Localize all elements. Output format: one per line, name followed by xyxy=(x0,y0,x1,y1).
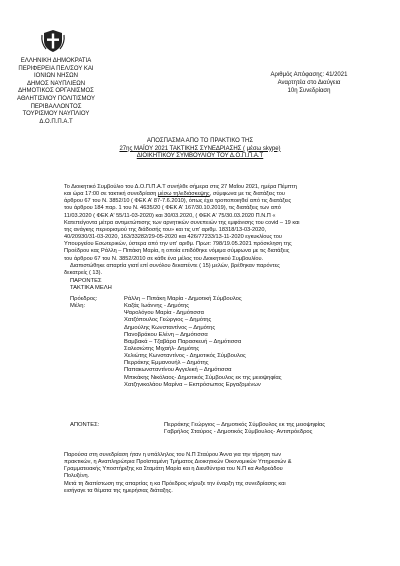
body-line: Το Διοικητικό Συμβούλιο του Δ.Ο.Π.Π.Α.Τ συνήλθε σήμερα στις 27 Μαΐου 2021, ημέρα Πέμπτη xyxy=(64,184,297,190)
decision-number: Αριθμός Απόφασης: 41/2021 xyxy=(270,72,348,78)
member-name: Σαλεσιώτης Μιχαήλ- Δημότης xyxy=(124,345,200,352)
member-name: Δημούλης Κωνσταντίνος – Δημότης xyxy=(124,324,216,331)
intro-paragraph xyxy=(64,184,364,277)
list-item xyxy=(70,317,370,324)
absent-name: Περράκης Γεώργιος – Δημοτικός Σύμβουλος εκ της μειοψηφίας xyxy=(164,422,326,428)
member-name: Βαμβακά – Τζαβάρα Παρασκευή – Δημότισσα xyxy=(124,338,242,345)
list-item xyxy=(70,382,370,389)
present-title: ΠΑΡΟΝΤΕΣ xyxy=(70,278,102,284)
body-line: Κατεπείγοντα μέτρα αντιμετώπισης των αρνητικών συνεπειών της εμφάνισης του covid – 19 και xyxy=(64,219,300,226)
body-line: Προέδρου κας Ράλλη – Πιπάκη Μαρία, η οποία επιδόθηκε νόμιμα σύμφωνα με τις διατάξεις xyxy=(64,248,290,255)
list-item xyxy=(70,367,370,374)
body-line: Διαπιστώθηκε απαρτία γιατί επί συνόλου δεκαπέντε ( 15) μελών, βρέθηκαν παρόντες xyxy=(70,262,280,269)
president-label: Πρόεδρος: xyxy=(70,296,98,302)
issuer-line: ΠΕΡΙΒΑΛΛΟΝΤΟΣ xyxy=(30,103,82,110)
list-item xyxy=(70,429,370,436)
regular-members-title: ΤΑΚΤΙΚΑ ΜΕΛΗ xyxy=(70,285,112,292)
list-item xyxy=(70,310,370,317)
document-title xyxy=(0,138,400,161)
body-line: άρθρου 67 του Ν. 3852/10 ( ΦΕΚ Α' 87-7.6.2010), όπως έχει τροποποιηθεί από τις διατάξεις xyxy=(64,198,292,205)
session-number: 10η Συνεδρίαση xyxy=(287,88,331,95)
body-line: Γραμματειακής Υποστήριξης κα Σταμάτη Μαρία και η Διευθύντρια του Ν.Π κα Ανδρεάδου xyxy=(64,466,283,473)
title-line: ΑΠΟΣΠΑΣΜΑ ΑΠΟ ΤΟ ΠΡΑΚΤΙΚΟ ΤΗΣ xyxy=(146,138,254,144)
president-name: Ράλλη – Πιπάκη Μαρία - Δημοτική Σύμβουλος xyxy=(124,296,242,302)
issuer-line: ΕΛΛΗΝΙΚΗ ΔΗΜΟΚΡΑΤΙΑ xyxy=(20,58,92,64)
list-item xyxy=(70,353,370,360)
diavgeia-note: Αναρτητέα στο Διαύγεια xyxy=(277,80,341,87)
absent-members-list xyxy=(70,422,370,436)
body-line: του άρθρου 67 του Ν. 3852/2010 σε κάθε ένα μέλος του Διοικητικού Συμβουλίου. xyxy=(64,255,264,262)
member-name: Χατζηνικολάου Μαρίνα – Εκπρόσωπος Εργαζομένων xyxy=(124,381,261,388)
list-item xyxy=(70,332,370,339)
member-name: Περράκης Εμμανουήλ – Δημότης xyxy=(124,360,209,367)
list-item xyxy=(70,325,370,332)
body-line: Παρούσα στη συνεδρίαση ήταν η υπάλληλος του Ν.Π Σταύρου Άννα για την τήρηση των xyxy=(64,452,282,458)
member-name: Μπικάκης Νικόλαος- Δημοτικός Σύμβουλος εκ της μειοψηφίας xyxy=(124,374,282,381)
absent-name: Γαβρήλος Σταύρος - Δημοτικός Σύμβουλος- Αντιπρόεδρος xyxy=(164,429,313,436)
title-line: 27ης ΜΑΪΟΥ 2021 ΤΑΚΤΙΚΗΣ ΣΥΝΕΔΡΙΑΣΗΣ ( μέσω skype) xyxy=(119,145,281,152)
present-members-list xyxy=(70,296,370,389)
body-line: εισήγαγε τα θέματα της ημερήσιας διάταξης. xyxy=(64,487,173,494)
issuer-line: ΔΗΜΟΤΙΚΟΣ ΟΡΓΑΝΙΣΜΟΣ xyxy=(18,88,94,95)
issuer-line: ΠΕΡΙΦΕΡΕΙΑ ΠΕΛ/ΣΟΥ ΚΑΙ xyxy=(18,65,94,72)
greek-republic-emblem-icon xyxy=(40,28,66,54)
body-line: δεκατρείς ( 13). xyxy=(64,269,103,276)
list-item xyxy=(70,296,370,303)
present-heading xyxy=(70,278,112,292)
closing-paragraph xyxy=(64,452,364,495)
body-line: 11/03.2020 ( ΦΕΚ Α' 55/11-03-2020) και 30/03.2020, ( ΦΕΚ Α' 75/30.03.2020 Π.Ν.Π « xyxy=(64,212,276,219)
issuer-block xyxy=(10,58,102,126)
members-label: Μέλη: xyxy=(70,303,86,310)
decision-info xyxy=(254,71,364,96)
issuer-line: ΑΘΛΗΤΙΣΜΟΥ ΠΟΛΙΤΙΣΜΟΥ xyxy=(17,95,95,102)
title-line: ΔΙΟΙΚΗΤΙΚΟΥ ΣΥΜΒΟΥΛΙΟΥ ΤΟΥ Δ.Ο.Π.Π.Α.Τ xyxy=(136,153,264,160)
body-line: Μετά τη διαπίστωση της απαρτίας η κα Πρόεδρος κήρυξε την έναρξη της συνεδρίασης και xyxy=(64,480,286,487)
list-item xyxy=(70,303,370,310)
absent-label: ΑΠΟΝΤΕΣ: xyxy=(70,422,100,428)
body-text: και ώρα 17:00 σε τακτική συνεδρίαση xyxy=(64,191,158,198)
body-line: πρακτικών, η Αναπληρώτρια Προϊσταμένη Τμήματος Διοικητικών Οικονομικών Υπηρεσιών & xyxy=(64,459,292,466)
body-text: , σύμφωνα με τις διατάξεις του xyxy=(209,191,285,198)
issuer-line: ΙΟΝΙΩΝ ΝΗΣΩΝ xyxy=(33,73,78,80)
body-underlined-text: μέσω τηλεδιάσκεψης xyxy=(157,191,210,198)
body-line: της ανάγκης περιορισμού της διάδοσής του» και τις υπ' αριθμ. 18318/13-03-2020, xyxy=(64,226,267,233)
body-line: 40/20930/31-03-2020, 163/33282/29-05-2020 και 426/77233/13-11-2020 εγκυκλίους του xyxy=(64,234,282,241)
body-line: του άρθρου 184 παρ. 1 του Ν. 4635/20 ( ΦΕΚ Α' 167/30.10.2019), τις διατάξεις των από xyxy=(64,205,281,212)
member-name: Ψαρολόγου Μαρία - Δημότισσα xyxy=(124,310,204,317)
member-name: Χελιώτης Κωνσταντίνος - Δημοτικός Σύμβουλος xyxy=(124,353,246,360)
list-item xyxy=(70,375,370,382)
list-item xyxy=(70,339,370,346)
issuer-line: ΤΟΥΡΙΣΜΟΥ ΝΑΥΠΛΙΟΥ xyxy=(22,111,90,118)
body-line: Υπουργείου Εσωτερικών, ύστερα από την υπ' αριθμ. Πρωτ: 798/19.05.2021 πρόσκληση της xyxy=(64,241,292,248)
member-name: Χατζόπουλος Γεώργιος – Δημότης xyxy=(124,317,212,324)
body-line: Πολυξένη. xyxy=(64,473,90,480)
member-name: Πανοβράκου Ελένη – Δημότισσα xyxy=(124,331,208,338)
member-name: Παπακωνσταντίνου Αγγελική – Δημότισσα xyxy=(124,367,232,374)
issuer-line: Δ.Ο.Π.Π.Α.Τ xyxy=(39,118,73,125)
issuer-line: ΔΗΜΟΣ ΝΑΥΠΛΙΕΩΝ xyxy=(26,80,86,87)
member-name: Καζάς Ιωάννης - Δημότης xyxy=(124,303,190,310)
